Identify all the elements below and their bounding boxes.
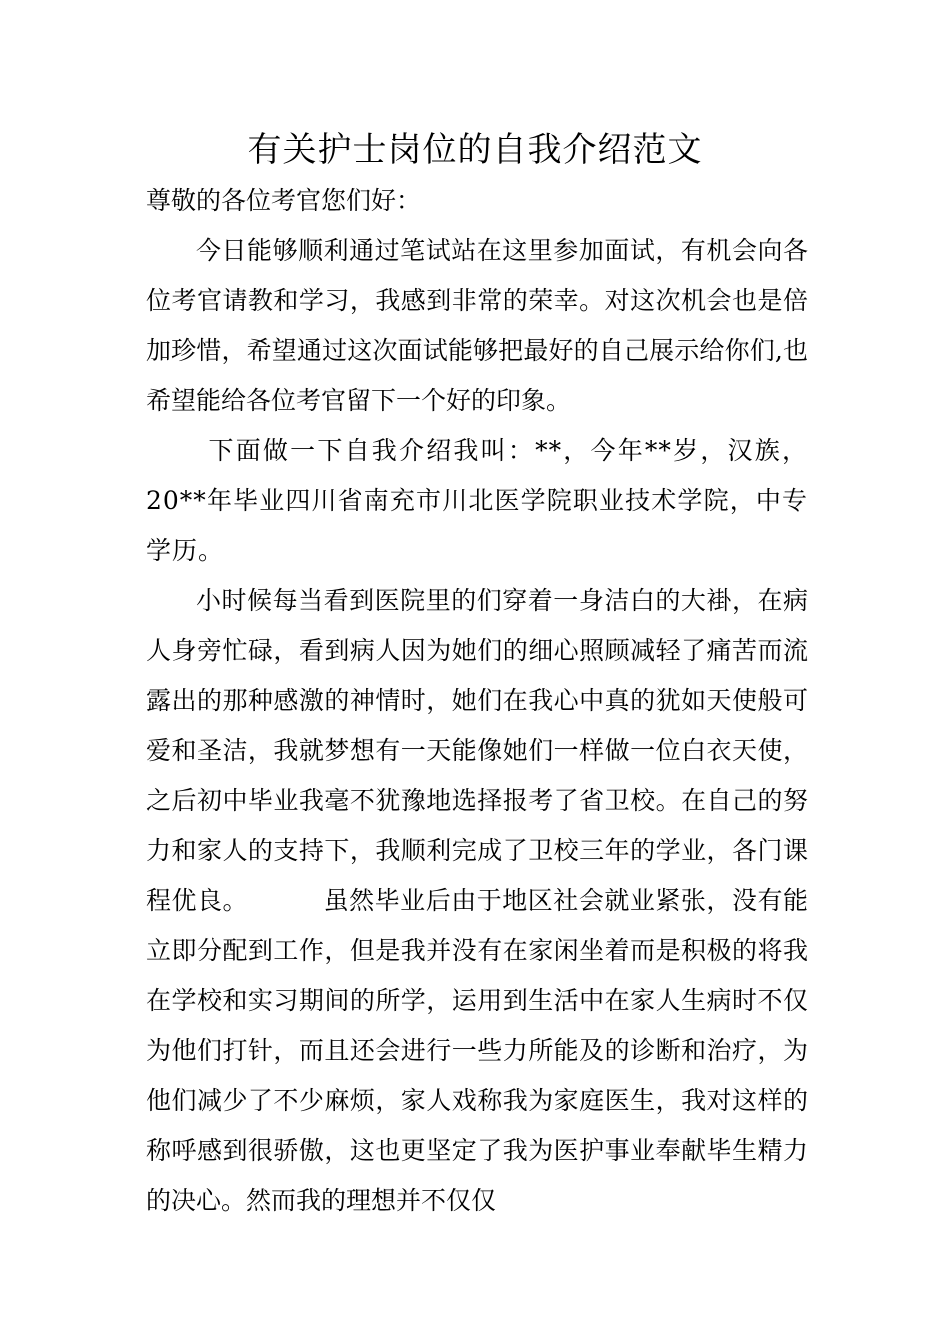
paragraph-3 — [146, 576, 808, 1226]
paragraph-3-text: 小时候每当看到医院里的们穿着一身洁白的大褂，在病人身旁忙碌，看到病人因为她们的细心照顾减轻了痛苦而流露出的那种感激的神情时，她们在我心中真的犹如天使般可爱和圣洁，我就梦想有一天能像她们一样做一位白衣天使，之后初中毕业我毫不犹豫地选择报考了省卫校。在自己的努力和家人的支持下，我顺利完成了卫校三年的学业，各门课程优良。 — [146, 586, 808, 915]
paragraph-3-continuation: 虽然毕业后由于地区社会就业紧张，没有能立即分配到工作，但是我并没有在家闲坐着而是积极的将我在学校和实习期间的所学，运用到生活中在家人生病时不仅为他们打针，而且还会进行一些力所能及的诊断和治疗，为他们减少了不少麻烦，家人戏称我为家庭医生，我对这样的称呼感到很骄傲，这也更坚定了我为医护事业奉献毕生精力的决心。然而我的理想并不仅仅 — [146, 886, 808, 1215]
paragraph-1: 今日能够顺利通过笔试站在这里参加面试，有机会向各位考官请教和学习，我感到非常的荣幸。对这次机会也是倍加珍惜，希望通过这次面试能够把最好的自己展示给你们,也希望能给各位考官留下一个好的印象。 — [146, 236, 808, 415]
document-body — [146, 176, 808, 1226]
paragraph-2: 下面做一下自我介绍我叫：**，今年**岁，汉族，20**年毕业四川省南充市川北医学院职业技术学院，中专学历。 — [146, 436, 808, 565]
document-title: 有关护士岗位的自我介绍范文 — [247, 130, 703, 170]
greeting: 尊敬的各位考官您们好： — [146, 186, 422, 215]
